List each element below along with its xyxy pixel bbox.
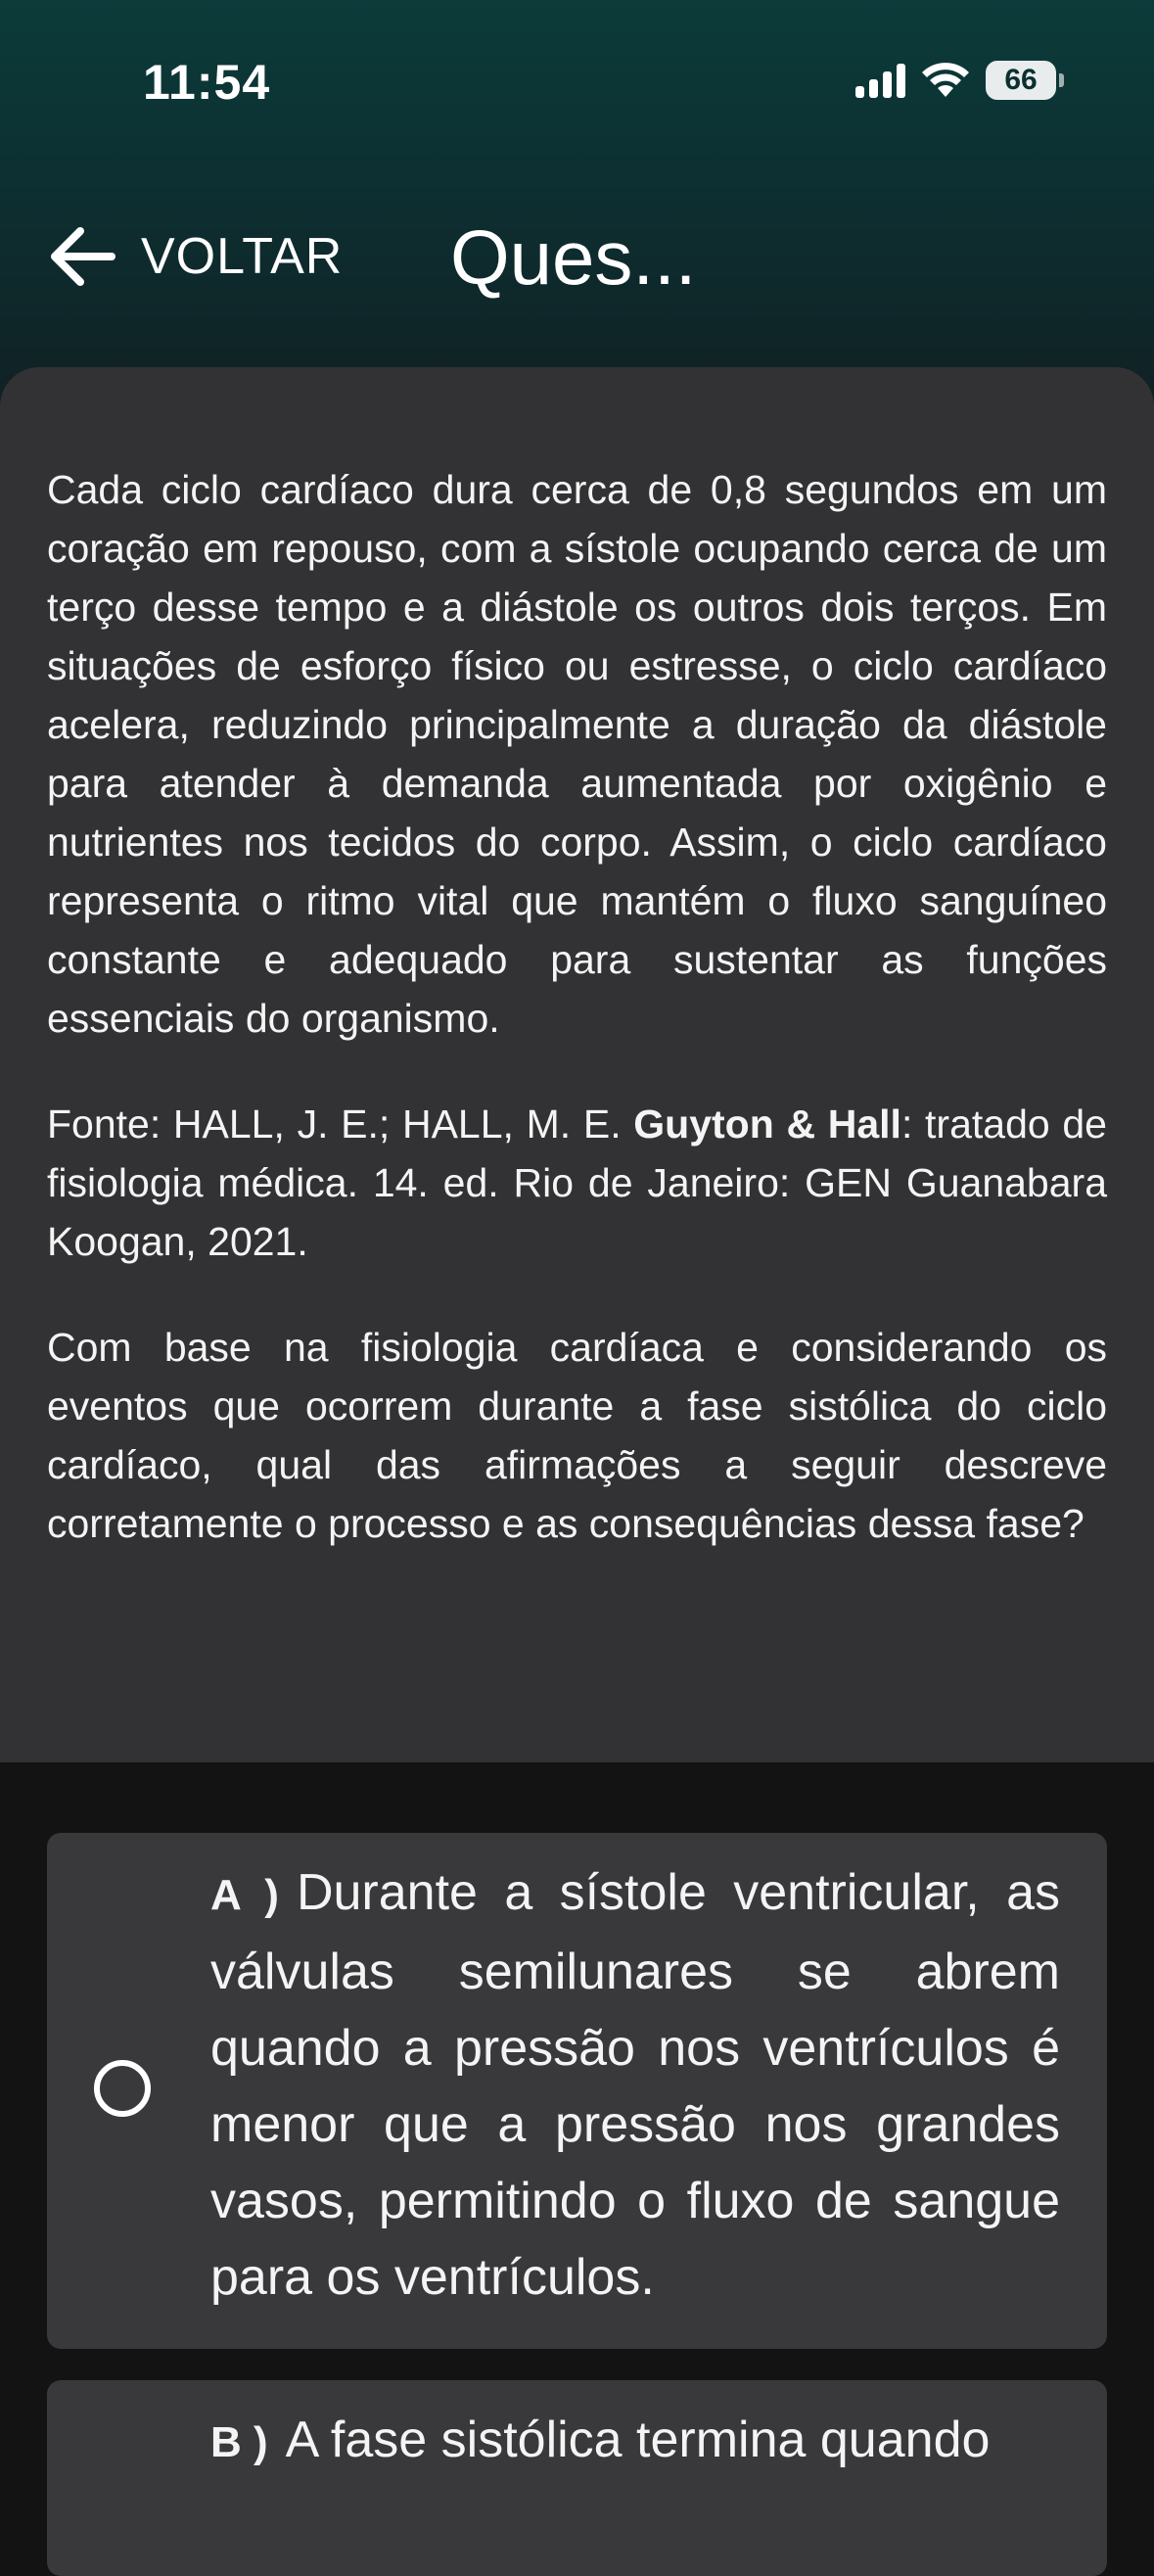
signal-icon <box>855 63 905 98</box>
battery-level: 66 <box>1004 64 1038 96</box>
option-b-letter: B ) <box>210 2418 268 2466</box>
question-prompt: Com base na fisiologia cardíaca e considerando os eventos que ocorrem durante a fase sistólica do ciclo cardíaco, qual das afirmações a seguir descreve corretamente o processo e as consequências dessa fase? <box>47 1325 1107 1546</box>
question-context-paragraph: Cada ciclo cardíaco dura cerca de 0,8 segundos em um coração em repouso, com a sístole ocupando cerca de um terço desse tempo e a diástole os outros dois terços. Em situações de esforço físico ou estresse, o ciclo cardíaco acelera, reduzindo principalmente a duração da diástole para atender à demanda aumentada por oxigênio e nutrientes nos tecidos do corpo. Assim, o ciclo cardíaco representa o ritmo vital que mantém o fluxo sanguíneo constante e adequado para sustentar as funções essenciais do organismo. <box>47 467 1107 1041</box>
question-card <box>0 367 1154 1762</box>
status-bar <box>0 0 1154 171</box>
answer-option-b[interactable] <box>47 2380 1107 2576</box>
question-body <box>47 460 1107 1600</box>
status-time: 11:54 <box>143 55 271 110</box>
page-title: Ques... <box>450 214 697 301</box>
answer-option-a[interactable] <box>47 1833 1107 2349</box>
status-icons <box>855 61 1056 100</box>
battery-icon <box>986 61 1056 100</box>
header <box>0 0 1154 431</box>
source-title: Guyton & Hall <box>633 1101 901 1147</box>
back-label: VOLTAR <box>141 228 344 285</box>
wifi-icon <box>921 62 970 99</box>
arrow-left-icon <box>47 225 115 288</box>
option-a-statement: Durante a sístole ventricular, as válvulas semilunares se abrem quando a pressão nos ventrículos é menor que a pressão nos grandes vasos, permitindo o fluxo de sangue para os ventrículos. <box>210 1864 1060 2306</box>
option-b-text <box>210 2402 1060 2481</box>
option-a-radio-button[interactable] <box>94 2060 151 2117</box>
source-prefix: Fonte: HALL, J. E.; HALL, M. E. <box>47 1101 634 1147</box>
option-b-statement: A fase sistólica termina quando <box>285 2412 991 2468</box>
option-a-letter: A ) <box>210 1871 279 1919</box>
option-a-text <box>210 1854 1060 2316</box>
question-source <box>47 1095 1107 1271</box>
source-suffix: : tratado de fisiologia médica. 14. ed. Rio de Janeiro: GEN Guanabara Koogan, 2021. <box>47 1101 1107 1264</box>
back-button[interactable] <box>47 217 343 296</box>
